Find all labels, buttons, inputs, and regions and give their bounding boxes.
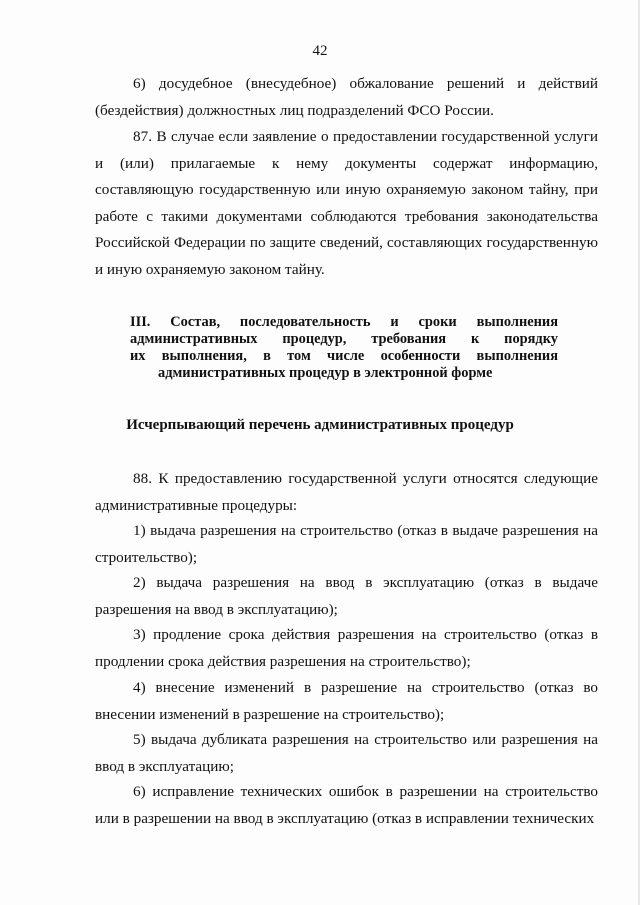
list-item: 1) выдача разрешения на строительство (отказ в выдаче разрешения на строительство);: [95, 522, 598, 566]
list-item: 3) продление срока действия разрешения на строительство (отказ в продлении срока действия разрешения на строительство);: [95, 626, 598, 670]
page-number: 42: [312, 43, 328, 59]
list-item: 6) исправление технических ошибок в разрешении на строительство или в разрешении на ввод в эксплуатацию (отказ в исправлении технических: [95, 783, 598, 827]
list-item: 4) внесение изменений в разрешение на строительство (отказ во внесении изменений в разрешение на строительство);: [95, 679, 598, 723]
section-heading-line: III. Состав, последовательность и сроки выполнения: [130, 314, 558, 330]
section-heading-line: их выполнения, в том числе особенности выполнения: [130, 348, 558, 364]
section-heading-line: административных процедур, требования к порядку: [130, 331, 558, 347]
paragraph-87: 87. В случае если заявление о предоставлении государственной услуги и (или) прилагаемые к нему документы содержат информацию, составляющую государственную или иную охраняемую законом тайну, при работе с такими документами соблюдаются требования законодательства Российской Федерации по защите сведений, составляющих государственную и иную охраняемую законом тайну.: [95, 128, 598, 278]
paragraph-88: 88. К предоставлению государственной услуги относятся следующие административные процедуры:: [95, 470, 598, 514]
list-item: 2) выдача разрешения на ввод в эксплуатацию (отказ в выдаче разрешения на ввод в эксплуатацию);: [95, 574, 598, 618]
list-item: 5) выдача дубликата разрешения на строительство или разрешения на ввод в эксплуатацию;: [95, 731, 598, 775]
subheading: Исчерпывающий перечень административных процедур: [126, 417, 514, 433]
item-6-appeal: 6) досудебное (внесудебное) обжалование решений и действий (бездействия) должностных лиц подразделений ФСО России.: [95, 75, 598, 119]
section-heading: [130, 314, 558, 382]
section-heading-line: административных процедур в электронной форме: [158, 365, 493, 381]
